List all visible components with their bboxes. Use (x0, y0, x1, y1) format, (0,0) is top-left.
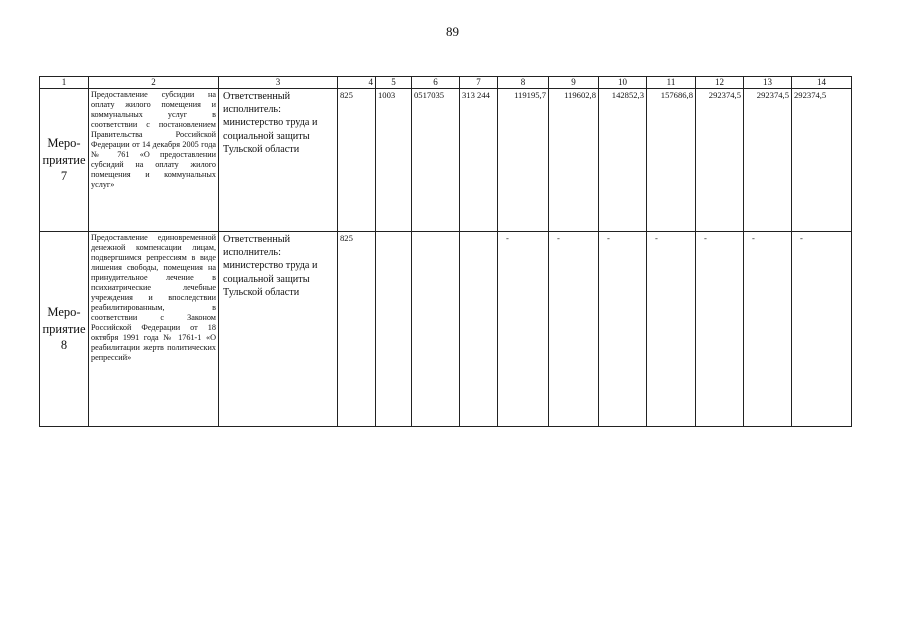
event-label-line: приятие 7 (42, 152, 86, 183)
value-cell: - (599, 231, 647, 426)
value-cell: 142852,3 (599, 88, 647, 231)
event-label-line: Меро- (47, 136, 81, 151)
value-cell: - (549, 231, 599, 426)
event-label-line: Меро- (47, 305, 81, 320)
table-header-row (40, 77, 852, 89)
event-label-line: приятие 8 (42, 321, 86, 352)
event-cell (40, 88, 89, 231)
value-cell: 292374,5 (792, 88, 852, 231)
grbs-cell: 825 (338, 88, 376, 231)
column-header: 1 (40, 77, 89, 89)
value-cell: - (647, 231, 696, 426)
value-cell: 157686,8 (647, 88, 696, 231)
column-header: 10 (599, 77, 647, 89)
value-cell: 292374,5 (696, 88, 744, 231)
executor-cell: Ответственный исполнитель: министерство труда и социальной защиты Тульской области (219, 231, 338, 426)
value-cell: 292374,5 (744, 88, 792, 231)
executor-cell: Ответственный исполнитель: министерство труда и социальной защиты Тульской области (219, 88, 338, 231)
value-cell: 119195,7 (498, 88, 549, 231)
page-number: 89 (446, 24, 459, 39)
description-cell: Предоставление единовременной денежной компенсации лицам, подвергшимся репрессиям в виде лишения свободы, помещения на принудительное лечение в психиатрические лечебные учреждения и впоследствии реабилитированным, в соответствии с Законом Российской Федерации от 18 октября 1991 года № 1761-1 «О реабилитации жертв политических репрессий» (89, 231, 219, 426)
event-cell (40, 231, 89, 426)
column-header: 2 (89, 77, 219, 89)
csr-cell: 0517035 (412, 88, 460, 231)
column-header: 8 (498, 77, 549, 89)
vr-cell (460, 231, 498, 426)
rzpr-cell: 1003 (376, 88, 412, 231)
column-header: 11 (647, 77, 696, 89)
column-header: 13 (744, 77, 792, 89)
value-cell: - (744, 231, 792, 426)
value-cell: - (498, 231, 549, 426)
value-cell: - (792, 231, 852, 426)
description-cell: Предоставление субсидии на оплату жилого помещения и коммунальных услуг в соответствии с постановлением Правительства Российской Федерации от 14 декабря 2005 года № 761 «О предоставлении субсидий на оплату жилого помещения и коммунальных услуг» (89, 88, 219, 231)
column-header: 4 (338, 77, 376, 89)
table-row (40, 88, 852, 231)
column-header: 7 (460, 77, 498, 89)
grbs-cell: 825 (338, 231, 376, 426)
column-header: 14 (792, 77, 852, 89)
column-header: 5 (376, 77, 412, 89)
column-header: 3 (219, 77, 338, 89)
rzpr-cell (376, 231, 412, 426)
csr-cell (412, 231, 460, 426)
column-header: 6 (412, 77, 460, 89)
table-row (40, 231, 852, 426)
value-cell: 119602,8 (549, 88, 599, 231)
budget-table (39, 76, 852, 427)
column-header: 9 (549, 77, 599, 89)
vr-cell: 313 244 (460, 88, 498, 231)
column-header: 12 (696, 77, 744, 89)
value-cell: - (696, 231, 744, 426)
